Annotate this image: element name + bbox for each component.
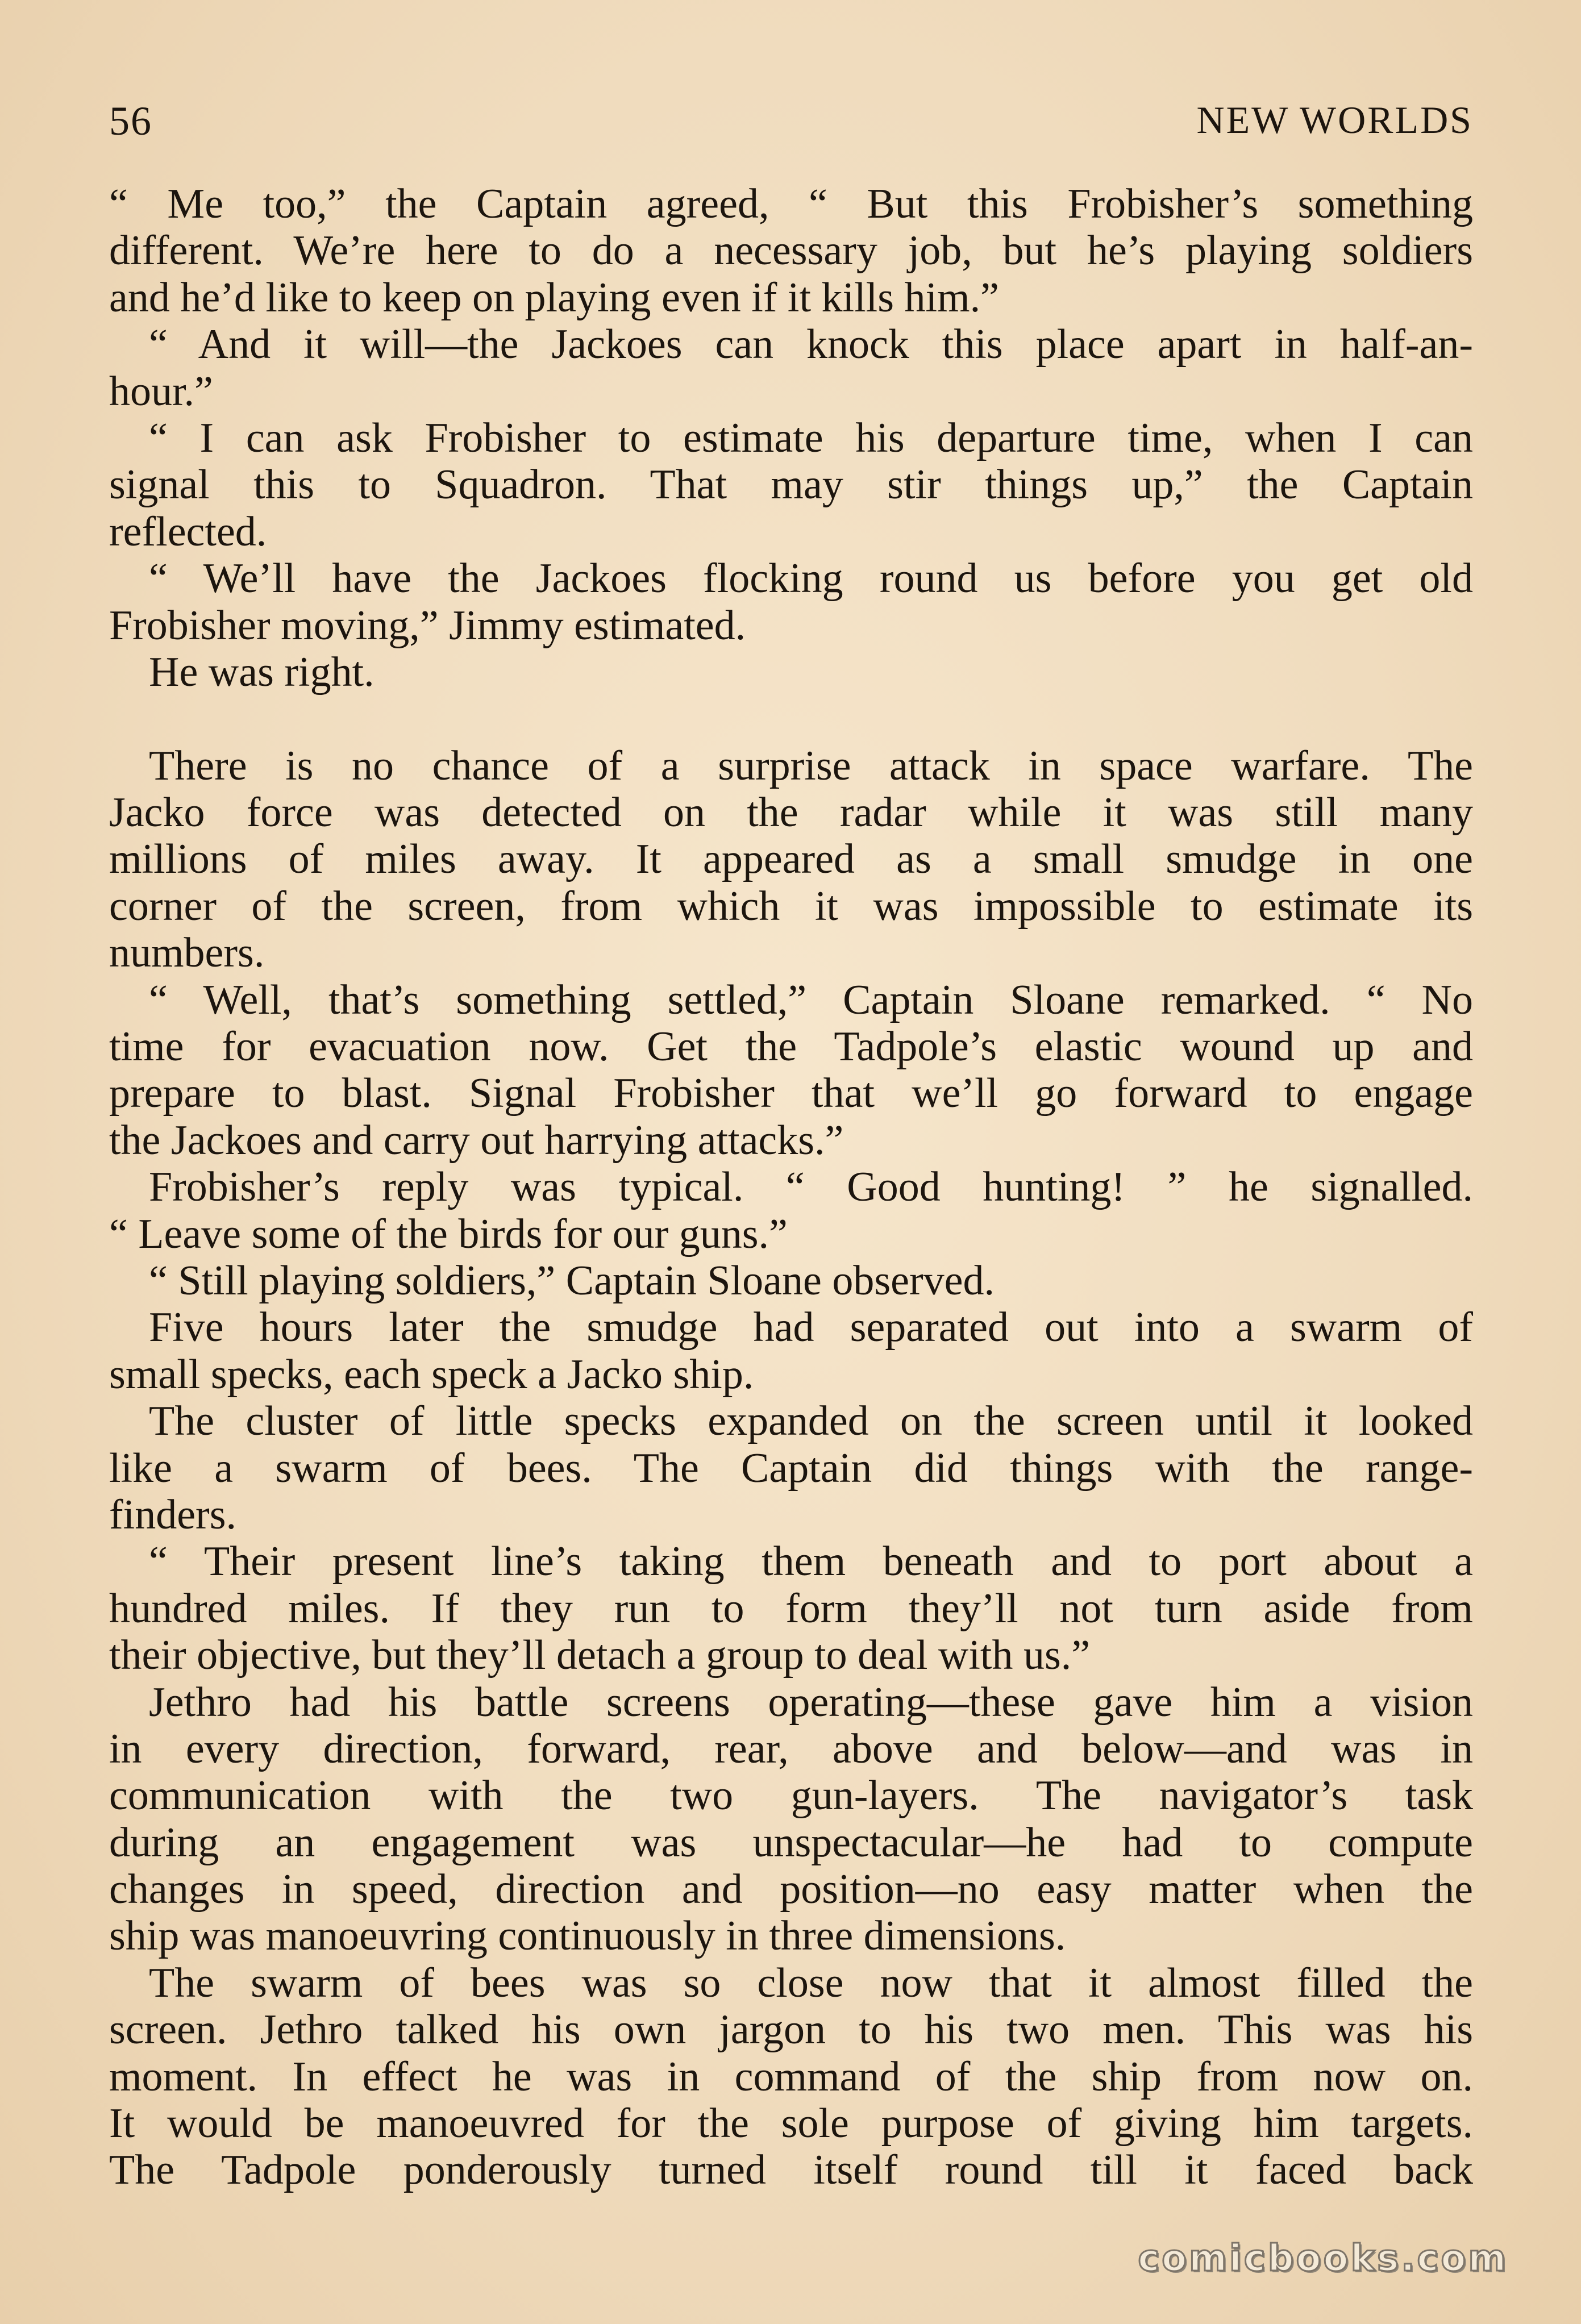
- text-line: The cluster of little specks expanded on the screen until it looked: [149, 1398, 1473, 1445]
- text-line: the Jackoes and carry out harrying attacks.”: [109, 1117, 844, 1164]
- text-line: It would be manoeuvred for the sole purpose of giving him targets.: [109, 2100, 1473, 2147]
- running-title: NEW WORLDS: [1196, 98, 1473, 141]
- text-line: in every direction, forward, rear, above and below—and was in: [109, 1725, 1473, 1772]
- text-line: “ Me too,” the Captain agreed, “ But this Frobisher’s something: [109, 181, 1473, 227]
- text-line: ship was manoeuvring continuously in three dimensions.: [109, 1913, 1066, 1960]
- text-line: “ Their present line’s taking them beneath and to port about a: [149, 1538, 1473, 1585]
- text-line: finders.: [109, 1491, 236, 1538]
- text-line: different. We’re here to do a necessary job, but he’s playing soldiers: [109, 227, 1473, 274]
- text-line: prepare to blast. Signal Frobisher that we’ll go forward to engage: [109, 1070, 1473, 1117]
- text-line: signal this to Squadron. That may stir things up,” the Captain: [109, 461, 1473, 509]
- body-text: [109, 181, 1473, 2194]
- text-line: millions of miles away. It appeared as a small smudge in one: [109, 836, 1473, 883]
- running-head: [109, 98, 1473, 160]
- text-line: Jethro had his battle screens operating—these gave him a vision: [149, 1679, 1473, 1726]
- text-line: The Tadpole ponderously turned itself round till it faced back: [109, 2147, 1473, 2194]
- text-line: changes in speed, direction and position—no easy matter when the: [109, 1866, 1473, 1913]
- text-line: numbers.: [109, 930, 265, 977]
- text-line: like a swarm of bees. The Captain did things with the range-: [109, 1444, 1473, 1492]
- text-line: “ I can ask Frobisher to estimate his departure time, when I can: [149, 414, 1473, 461]
- text-line: time for evacuation now. Get the Tadpole’s elastic wound up and: [109, 1023, 1473, 1071]
- text-line: “ Well, that’s something settled,” Captain Sloane remarked. “ No: [149, 976, 1473, 1023]
- text-line: moment. In effect he was in command of the ship from now on.: [109, 2053, 1473, 2100]
- text-line: “ Still playing soldiers,” Captain Sloane observed.: [149, 1257, 995, 1304]
- text-line: corner of the screen, from which it was impossible to estimate its: [109, 882, 1473, 930]
- text-line: hundred miles. If they run to form they’ll not turn aside from: [109, 1585, 1473, 1632]
- text-line: hour.”: [109, 368, 213, 415]
- text-line: He was right.: [149, 648, 375, 695]
- text-line: The swarm of bees was so close now that it almost filled the: [149, 1959, 1473, 2006]
- text-line: “ Leave some of the birds for our guns.”: [109, 1210, 788, 1257]
- text-line: small specks, each speck a Jacko ship.: [109, 1351, 754, 1398]
- watermark-logo: comicbooks.com: [1138, 2238, 1508, 2280]
- text-line: Frobisher moving,” Jimmy estimated.: [109, 602, 746, 649]
- text-line: communication with the two gun-layers. The navigator’s task: [109, 1772, 1473, 1819]
- text-line: Five hours later the smudge had separated out into a swarm of: [149, 1304, 1473, 1351]
- text-line: “ And it will—the Jackoes can knock this place apart in half-an-: [149, 321, 1473, 368]
- text-line: There is no chance of a surprise attack in space warfare. The: [149, 742, 1473, 789]
- text-line: reflected.: [109, 508, 267, 555]
- text-line: “ We’ll have the Jackoes flocking round us before you get old: [149, 555, 1473, 602]
- text-line: Frobisher’s reply was typical. “ Good hunting! ” he signalled.: [149, 1164, 1473, 1211]
- text-line: Jacko force was detected on the radar while it was still many: [109, 789, 1473, 836]
- section-break: [109, 695, 1473, 742]
- text-line: screen. Jethro talked his own jargon to his two men. This was his: [109, 2006, 1473, 2054]
- text-line: and he’d like to keep on playing even if it kills him.”: [109, 274, 999, 321]
- text-line: during an engagement was unspectacular—he had to compute: [109, 1819, 1473, 1866]
- text-line: their objective, but they’ll detach a group to deal with us.”: [109, 1632, 1091, 1679]
- page-number: 56: [109, 98, 152, 144]
